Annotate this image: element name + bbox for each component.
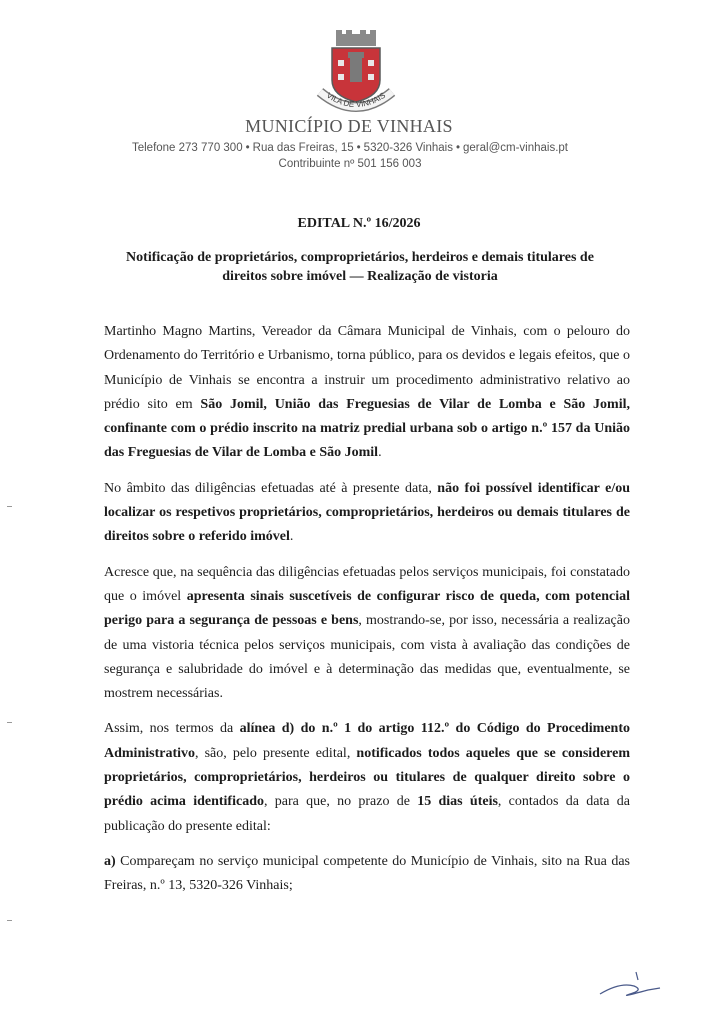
contact-block: Telefone 273 770 300 • Rua das Freiras, 15 • 5320-326 Vinhais • geral@cm-vinhais.pt Contribuinte nº 501 156 003	[0, 140, 700, 172]
margin-mark	[7, 920, 12, 921]
paragraph-1	[104, 320, 630, 466]
p3-text-a: Acresce que, na sequência das diligências efetuadas pelos serviços municipais, foi constatado que o imóvel	[104, 564, 630, 604]
p1-text-a: Martinho Magno Martins, Vereador da Câmara Municipal de Vinhais, com o pelouro do Ordenamento do Território e Urbanismo, torna público, para os devidos e legais efeitos, que o Município de Vinhais se encontra a instruir um procedimento administrativo relativo ao prédio sito em	[104, 324, 630, 412]
p2-text-a: No âmbito das diligências efetuadas até à presente data,	[104, 480, 438, 496]
p1-property-location: São Jomil, União das Freguesias de Vilar de Lomba e São Jomil, confinante com o prédio inscrito na matriz predial urbana sob o artigo n.º 157 da União das Freguesias de Vilar de Lomba e São Jomil	[104, 396, 630, 461]
postal-address: 5320-326 Vinhais	[363, 142, 453, 154]
p4-deadline: 15 dias úteis	[417, 794, 498, 810]
document-title: EDITAL N.º 16/2026	[297, 216, 421, 231]
taxpayer-number: Contribuinte nº 501 156 003	[278, 158, 422, 170]
p3-text-c: , mostrando-se, por isso, necessária a realização de uma vistoria técnica pelos serviços municipais, com vista à avaliação das condições de segurança e salubridade do imóvel e à determinação das medidas que, eventualmente, se mostrem necessárias.	[104, 613, 630, 702]
margin-mark	[7, 506, 12, 507]
p4-text-a: Assim, nos termos da	[104, 721, 240, 737]
paragraph-4	[104, 717, 630, 838]
email-address[interactable]: geral@cm-vinhais.pt	[463, 142, 569, 154]
p2-owners-not-identified: não foi possível identificar e/ou localizar os respetivos proprietários, comproprietários, herdeiros ou demais titulares de direitos sobre o referido imóvel	[104, 480, 630, 545]
p5-text-b: Compareçam no serviço municipal competente do Município de Vinhais, sito na Rua das Freiras, n.º 13, 5320-326 Vinhais;	[104, 853, 630, 894]
p1-text-c: .	[378, 445, 382, 461]
p2-text-c: .	[289, 529, 294, 545]
crest-ribbon-text: VILA DE VINHAIS	[324, 90, 388, 110]
p4-text-g: , contados da data da publicação do presente edital:	[104, 794, 631, 834]
signature-initials-icon	[590, 960, 670, 1000]
p4-text-e: , para que, no prazo de	[263, 794, 418, 810]
paragraph-3	[104, 561, 630, 707]
street-address: Rua das Freiras, 15	[252, 142, 354, 154]
p3-risk-statement: apresenta sinais suscetíveis de configurar risco de queda, com potencial perigo para a segurança de pessoas e bens	[104, 588, 630, 629]
margin-mark	[7, 722, 12, 723]
document-subtitle: Notificação de proprietários, comproprietários, herdeiros e demais titulares de direitos sobre imóvel — Realização de vistoria	[126, 250, 594, 284]
p4-text-c: , são, pelo presente edital,	[195, 745, 357, 761]
municipality-name: MUNICÍPIO DE VINHAIS	[245, 116, 453, 136]
p4-legal-reference: alínea d) do n.º 1 do artigo 112.º do Código do Procedimento Administrativo	[104, 721, 630, 761]
paragraph-5	[104, 850, 630, 899]
p5-item-marker: a)	[104, 853, 116, 869]
paragraph-2	[104, 477, 630, 550]
vinhais-coat-of-arms-icon	[310, 30, 402, 116]
p4-notified-parties: notificados todos aqueles que se considerem proprietários, comproprietários, herdeiros ou titulares de qualquer direito sobre o prédio acima identificado	[104, 745, 630, 810]
phone-number: Telefone 273 770 300	[131, 142, 243, 154]
document-body	[104, 320, 630, 910]
